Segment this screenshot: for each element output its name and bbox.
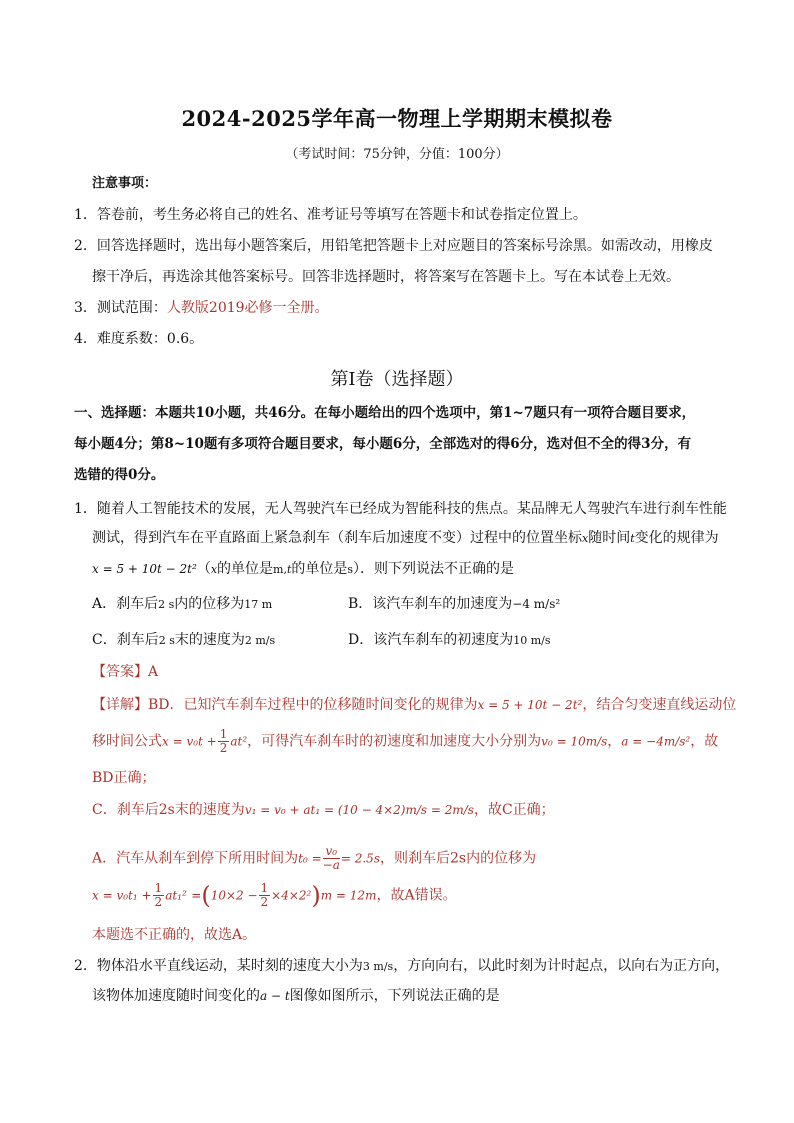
q1-detail-line-3: BD正确； [92,770,156,786]
section-intro-line-2: 每小题4分；第8~10题有多项符合题目要求，每小题6分，全部选对的得6分，选对但不全的得3分，有 [74,436,692,452]
q1-detail-a-line-2: x = v₀t₁ + $\frac{1}{2}$ at₁² =(10×2 − $\frac{1}{2}$ ×4×2²)m = 12m，故A错误。 [92,881,457,910]
notice-item-2-line-2: 擦干净后，再选涂其他答案标号。回答非选择题时，将答案写在答题卡上。写在本试卷上无效。 [92,269,680,285]
q2-stem-line-2: 该物体加速度随时间变化的a − t图像如图所示，下列说法正确的是 [92,988,500,1004]
q1-stem-line-1: 1．随着人工智能技术的发展，无人驾驶汽车已经成为智能科技的焦点。某品牌无人驾驶汽车进行刹车性能 [74,501,727,517]
exam-info: （考试时间：75分钟，分值：100分） [285,147,509,162]
q1-option-b: B．该汽车刹车的加速度为−4 m/s² [348,596,561,612]
q1-detail-c: C．刹车后2s末的速度为v₁ = v₀ + at₁ = (10 − 4×2)m/s = 2m/s，故C正确； [92,802,555,818]
q1-detail-line-1: 【详解】BD．已知汽车刹车过程中的位移随时间变化的规律为x = 5 + 10t − 2t²，结合匀变速直线运动位 [92,697,737,713]
q1-answer: 【答案】A [92,664,159,680]
q1-option-a: A．刹车后2 s内的位移为17 m [92,596,273,612]
q1-stem-line-3: x = 5 + 10t − 2t²（x的单位是m,t的单位是s）．则下列说法不正确的是 [92,561,515,577]
notice-item-4: 4．难度系数：0.6。 [74,331,204,347]
q1-detail-a-line-1: A．汽车从刹车到停下所用时间为t₀ = $\frac{\text{v₀}}{-a}$ = 2.5s，则刹车后2s内的位移为 [92,844,537,872]
stop-time-fraction: $\frac{\text{v₀}}{-a}$ [322,844,340,872]
section-title: 第Ⅰ卷（选择题） [330,369,464,390]
q1-stem-line-2: 测试，得到汽车在平直路面上紧急刹车（刹车后加速度不变）过程中的位置坐标x随时间t变化的规律为 [92,530,719,546]
notice-item-3-label: 3．测试范围： [74,300,167,316]
notice-item-2-line-1: 2．回答选择题时，选出每小题答案后，用铅笔把答题卡上对应题目的答案标号涂黑。如需改动，用橡皮 [74,238,713,254]
q1-option-d: D．该汽车刹车的初速度为10 m/s [348,632,551,648]
section-intro-line-1: 一、选择题：本题共10小题，共46分。在每小题给出的四个选项中，第1~7题只有一项符合题目要求， [74,405,696,421]
page-title: 2024-2025学年高一物理上学期期末模拟卷 [181,106,613,131]
q1-conclusion: 本题选不正确的，故选A。 [92,927,257,943]
notice-heading: 注意事项： [92,176,158,191]
q1-option-c: C．刹车后2 s末的速度为2 m/s [92,632,276,648]
notice-item-1: 1．答卷前，考生务必将自己的姓名、准考证号等填写在答题卡和试卷指定位置上。 [74,207,587,223]
notice-item-3 [74,298,329,318]
q1-position-equation: x = 5 + 10t − 2t² [92,562,197,576]
section-intro-line-3: 选错的得0分。 [74,467,165,483]
test-range: 人教版2019必修一全册。 [166,300,329,316]
q1-detail-line-2: 移时间公式x = v₀t + $\frac{1}{2}$ at²，可得汽车刹车时的初速度和加速度大小分别为v₀ = 10m/s，a = −4m/s²，故 [92,727,719,755]
q2-stem-line-1: 2．物体沿水平直线运动，某时刻的速度大小为3 m/s，方向向右，以此时刻为计时起点，以向右为正方向， [74,958,730,974]
half-fraction: $\frac{1}{2}$ [219,727,228,755]
